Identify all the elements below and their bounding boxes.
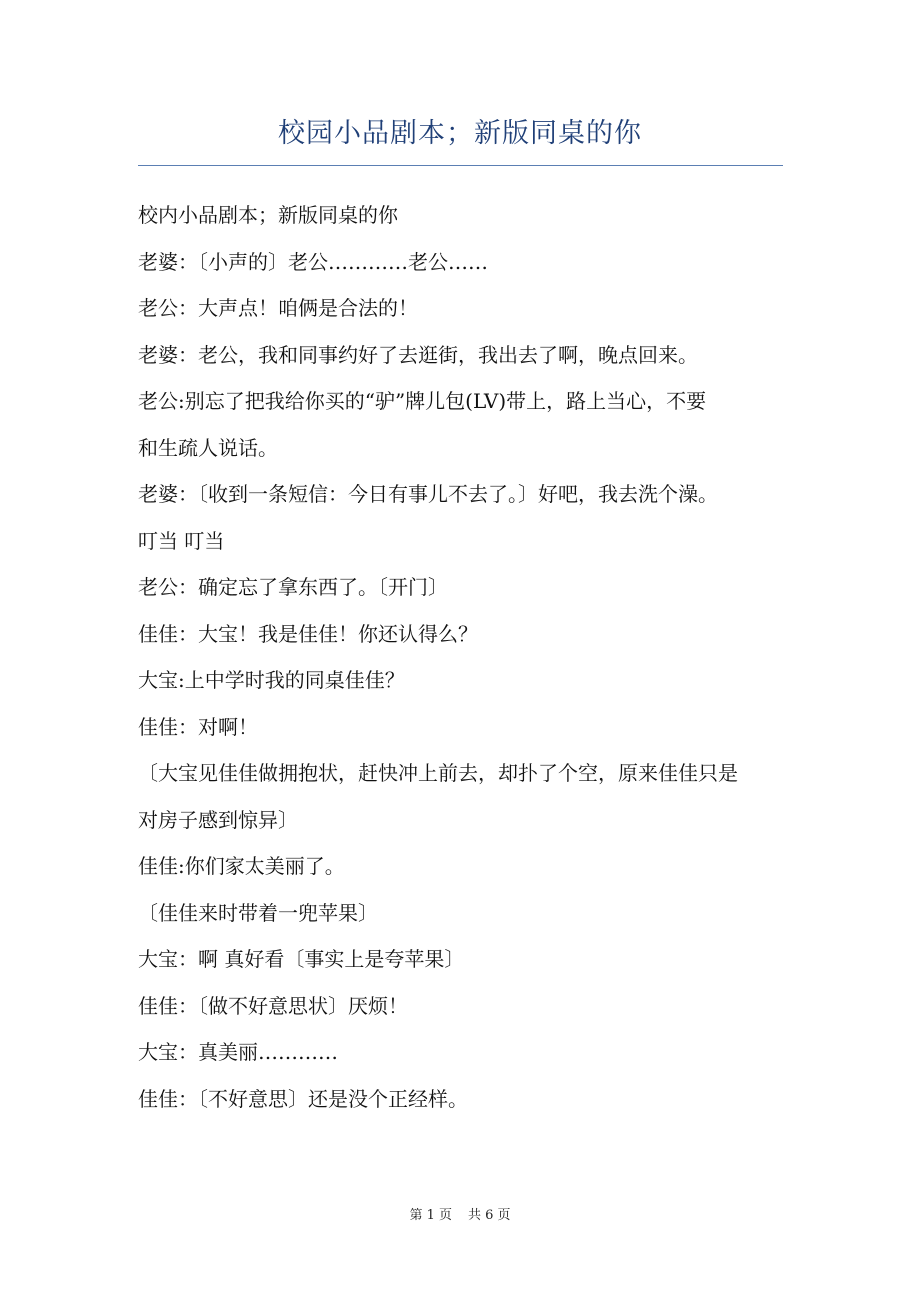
script-line: 老婆：〔小声的〕老公…………老公…… (138, 249, 488, 274)
script-line: 大宝：啊 真好看〔事实上是夸苹果〕 (138, 947, 465, 971)
script-line: 校内小品剧本；新版同桌的你 (138, 203, 398, 227)
title-divider (138, 165, 783, 166)
script-line: 〔佳佳来时带着一兜苹果〕 (138, 900, 378, 925)
script-line: 大宝:上中学时我的同桌佳佳？ (138, 668, 405, 692)
script-line: 大宝：真美丽………… (138, 1040, 338, 1064)
page-footer (0, 1206, 920, 1226)
script-line: 〔大宝见佳佳做拥抱状，赶快冲上前去，却扑了个空，原来佳佳只是 (138, 761, 738, 785)
current-page-label: 第 1 页 (409, 1208, 452, 1223)
script-line: 对房子感到惊异〕 (138, 807, 298, 832)
script-line: 老公：大声点！咱俩是合法的！ (138, 296, 418, 320)
script-line: 佳佳：〔做不好意思状〕厌烦！ (138, 993, 408, 1018)
document-title: 校园小品剧本；新版同桌的你 (278, 118, 642, 149)
script-line: 和生疏人说话。 (138, 435, 278, 460)
script-line: 老婆：〔收到一条短信：今日有事儿不去了。〕好吧，我去洗个澡。 (138, 482, 718, 506)
total-pages-label: 共 6 页 (468, 1208, 511, 1223)
script-line: 叮当 叮当 (138, 528, 225, 553)
script-line: 佳佳：〔不好意思〕还是没个正经样。 (138, 1086, 468, 1111)
script-line: 佳佳：大宝！我是佳佳！你还认得么？ (138, 621, 478, 646)
script-line: 老公:别忘了把我给你买的“驴”牌儿包(LV)带上，路上当心，不要 (138, 389, 707, 413)
script-line: 老婆：老公，我和同事约好了去逛街，我出去了啊，晚点回来。 (138, 342, 698, 367)
script-line: 老公：确定忘了拿东西了。〔开门〕 (138, 575, 448, 599)
script-line: 佳佳：对啊！ (138, 714, 258, 739)
script-line: 佳佳:你们家太美丽了。 (138, 854, 345, 878)
script-body (138, 192, 798, 1122)
